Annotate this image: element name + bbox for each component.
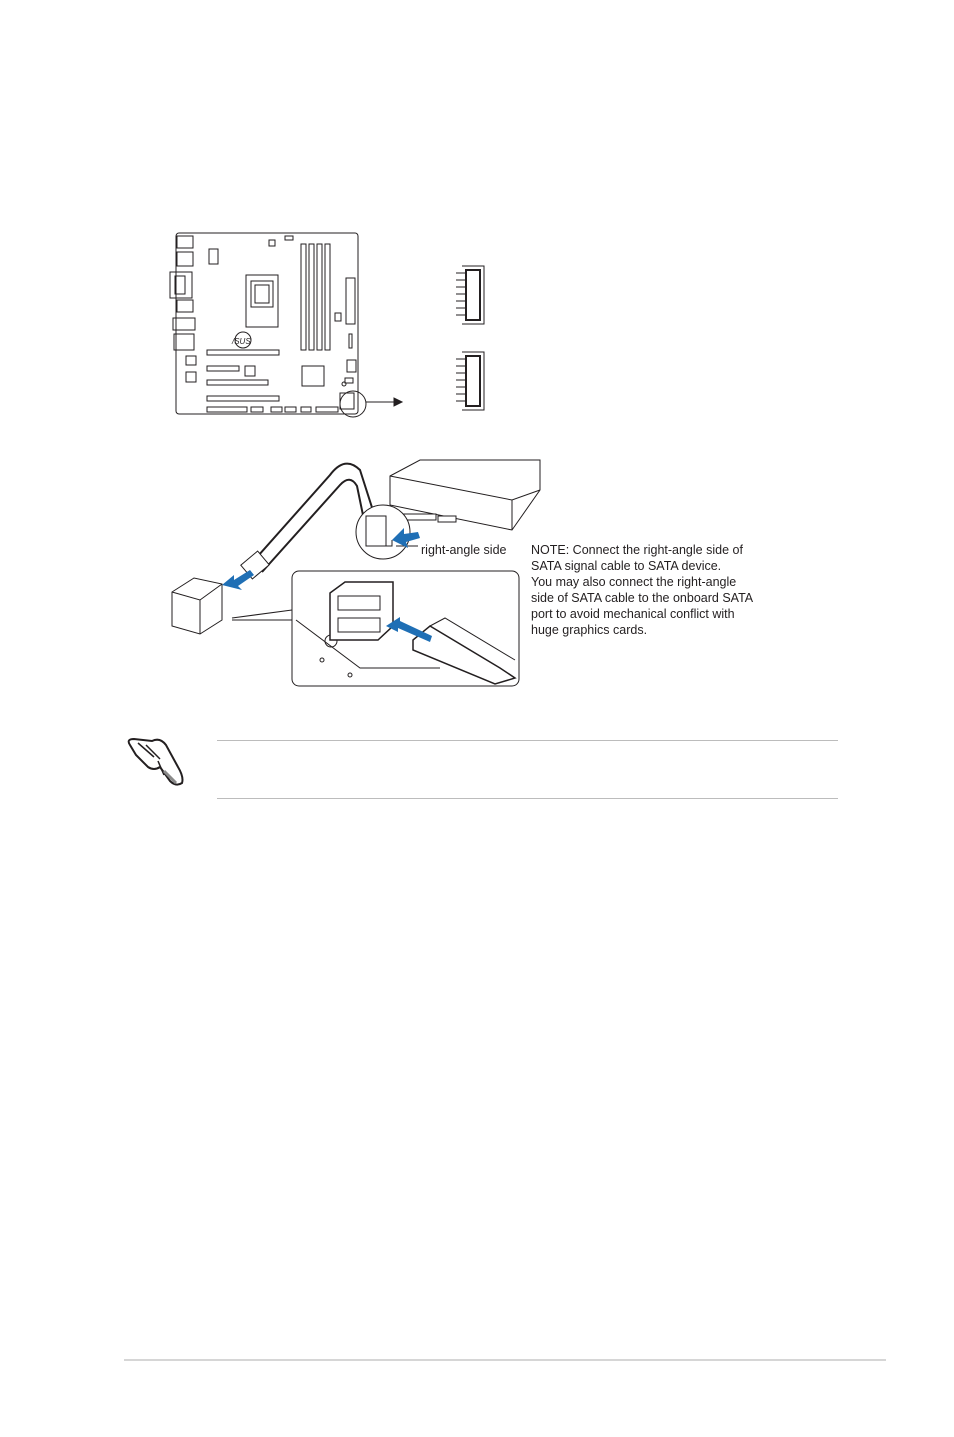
right-angle-side-label: right-angle side [421, 543, 507, 557]
hand-icon [124, 731, 190, 787]
motherboard-layout [170, 233, 366, 417]
note-divider-bottom [217, 798, 838, 799]
board-logo: /SUS [232, 337, 251, 346]
sata-connector-pinout-2 [456, 352, 484, 410]
footer-divider [124, 1359, 886, 1361]
sata-note: NOTE: Connect the right-angle side of SATA signal cable to SATA device. You may also connect the right-angle side of SATA cable to the onboard SATA port to avoid mechanical conflict with huge graphics cards. [531, 543, 754, 637]
sata-connector-pinout-1 [456, 266, 484, 324]
sata-drive [390, 460, 540, 530]
note-divider-top [217, 740, 838, 741]
